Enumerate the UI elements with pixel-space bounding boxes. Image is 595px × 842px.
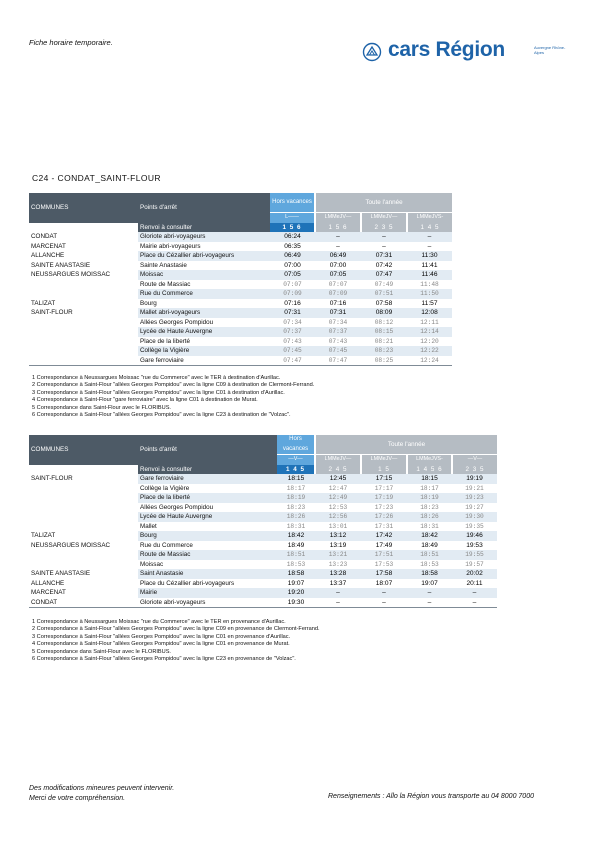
time-cell: 17:19 [361, 493, 407, 503]
commune-cell [29, 493, 138, 503]
days-cell: LMMeJVS- [407, 455, 452, 465]
renvoi-code: 1 5 6 [315, 223, 361, 233]
stop-cell: Gloriote abri-voyageurs [138, 232, 270, 242]
time-cell: 19:53 [466, 541, 483, 549]
commune-cell [29, 484, 138, 494]
time-cell: 19:19 [452, 474, 497, 484]
commune-cell [29, 560, 138, 570]
time-cell: 07:47 [270, 356, 315, 366]
time-cell: 18:49 [421, 541, 438, 549]
time-cell: 13:23 [328, 560, 348, 568]
time-cell: 18:42 [407, 531, 452, 541]
days-cell: L—— [270, 213, 315, 223]
table-row [29, 541, 497, 551]
commune-cell [29, 550, 138, 560]
time-cell: 17:58 [361, 569, 407, 579]
time-cell: – [361, 232, 407, 242]
stop-cell: Gare ferroviaire [138, 356, 270, 366]
time-cell: 19:07 [421, 579, 438, 587]
time-cell: 08:15 [361, 327, 407, 337]
days-cell: LMMeJV— [315, 213, 361, 223]
commune-cell: SAINTE ANASTASIE [29, 569, 138, 579]
stop-cell: Rue du Commerce [140, 541, 193, 549]
time-cell: 12:56 [315, 512, 361, 522]
logo-text: cars Région [388, 38, 505, 61]
brand-logo [362, 40, 572, 68]
time-cell: 19:30 [277, 598, 315, 608]
time-cell: 12:24 [407, 356, 452, 366]
time-cell: 08:12 [374, 318, 394, 326]
commune-cell: TALIZAT [31, 299, 56, 307]
time-cell: 07:31 [270, 308, 315, 318]
table-row [29, 327, 452, 337]
renvoi-label: Renvoi à consulter [138, 465, 277, 475]
commune-cell [29, 327, 138, 337]
time-cell: 11:41 [421, 261, 438, 269]
blank-cell [29, 223, 138, 233]
time-cell: 18:07 [375, 579, 393, 587]
commune-cell: SAINT-FLOUR [29, 308, 138, 318]
note-line: 6 Correspondance à Saint-Flour "allées Georges Pompidou" avec la ligne C23 à destination de "Volzac". [32, 412, 291, 419]
time-cell: 19:07 [287, 579, 305, 587]
commune-cell [29, 346, 138, 356]
time-cell: 07:49 [374, 280, 394, 288]
hors-vacances-header: Hors vacances [277, 435, 315, 455]
note-line: 2 Correspondance à Saint-Flour "allées Georges Pompidou" avec la ligne C09 en provenance de Clermont-Ferrand. [32, 626, 320, 633]
table-row [29, 550, 497, 560]
hors-vacances-header: Hors vacances [270, 193, 315, 213]
time-cell: 18:31 [286, 522, 306, 530]
commune-cell: TALIZAT [29, 531, 138, 541]
time-cell: 19:21 [465, 484, 484, 492]
days-cell: —V— [452, 455, 497, 465]
table-row [29, 280, 452, 290]
time-cell: – [315, 232, 361, 242]
time-cell: 07:05 [270, 270, 315, 280]
time-cell: 19:20 [277, 588, 315, 598]
communes-header: COMMUNES [29, 435, 138, 465]
time-cell: – [452, 598, 497, 608]
commune-cell: SAINT-FLOUR [29, 474, 138, 484]
note-line: 4 Correspondance à Saint-Flour "gare ferroviaire" avec la ligne C01 à destination de Murat. [32, 397, 258, 404]
time-cell: 18:58 [407, 569, 452, 579]
footer-disclaimer [29, 784, 174, 804]
commune-cell: CONDAT [29, 232, 138, 242]
stop-cell: Bourg [140, 299, 157, 307]
table-row [29, 299, 452, 309]
commune-cell: NEUSSARGUES MOISSAC [29, 270, 138, 280]
time-cell: 18:53 [286, 560, 306, 568]
table-row [29, 522, 497, 532]
time-cell: 07:31 [315, 308, 361, 318]
note-line: 1 Correspondance à Neussargues Moissac "rue du Commerce" avec le TER à destination d'Aurillac. [32, 375, 281, 381]
table-row [29, 598, 497, 608]
table-row [29, 579, 497, 589]
renvoi-code: 1 4 5 [277, 465, 315, 475]
stop-cell: Lycée de Haute Auvergne [138, 512, 277, 522]
days-cell: LMMeJV— [361, 213, 407, 223]
renvoi-code: 1 4 5 [407, 223, 452, 233]
time-cell: 18:15 [407, 474, 452, 484]
stop-cell: Sainte Anastasie [140, 261, 187, 269]
table-row [29, 560, 497, 570]
timetable-condat-saint-flour [29, 193, 452, 366]
time-cell: 17:15 [361, 474, 407, 484]
time-cell: 20:11 [466, 579, 483, 587]
time-cell: 17:17 [374, 484, 394, 492]
table-row [29, 503, 497, 513]
toute-annee-header: Toute l'année [315, 435, 497, 455]
time-cell: 07:43 [328, 337, 348, 345]
time-cell: 19:30 [452, 512, 497, 522]
time-cell: 18:26 [407, 512, 452, 522]
stop-cell: Gare ferroviaire [138, 474, 277, 484]
time-cell: 07:00 [284, 261, 301, 269]
time-cell: – [407, 232, 452, 242]
stop-cell: Collège la Vigière [138, 346, 270, 356]
time-cell: 07:45 [315, 346, 361, 356]
table-row [29, 251, 452, 261]
time-cell: 17:26 [361, 512, 407, 522]
time-cell: 12:14 [407, 327, 452, 337]
time-cell: 18:51 [277, 550, 315, 560]
table-row [29, 531, 497, 541]
stop-cell: Mairie [138, 588, 277, 598]
table-row [29, 512, 497, 522]
blank-cell [29, 465, 138, 475]
table-row [29, 242, 452, 252]
renvoi-code: 2 3 5 [452, 465, 497, 475]
commune-cell [29, 512, 138, 522]
time-cell: 19:27 [465, 503, 484, 511]
time-cell: – [361, 598, 407, 608]
time-cell: 18:19 [277, 493, 315, 503]
communes-header: COMMUNES [29, 193, 138, 223]
footer-line-2: Merci de votre compréhension. [29, 795, 126, 802]
note-line: 6 Correspondance à Saint-Flour "allées Georges Pompidou" avec la ligne C23 en provenance de "Volzac". [32, 656, 296, 663]
notes-outbound [32, 375, 314, 419]
time-cell: – [361, 588, 407, 598]
time-cell: 18:49 [287, 541, 305, 549]
time-cell: 07:00 [329, 261, 347, 269]
time-cell: – [315, 598, 361, 608]
time-cell: 08:23 [361, 346, 407, 356]
time-cell: 13:01 [328, 522, 348, 530]
time-cell: 07:07 [283, 280, 302, 288]
time-cell: 18:31 [420, 522, 439, 530]
time-cell: – [427, 242, 432, 250]
stop-cell: Lycée de Haute Auvergne [138, 327, 270, 337]
days-cell: —V— [277, 455, 315, 465]
time-cell: 13:37 [329, 579, 347, 587]
time-cell: 07:34 [328, 318, 348, 326]
stop-cell: Route de Massiac [138, 550, 277, 560]
time-cell: 12:20 [420, 337, 439, 345]
time-cell: 07:58 [375, 299, 393, 307]
table-row [29, 261, 452, 271]
note-line: 4 Correspondance à Saint-Flour "allées Georges Pompidou" avec la ligne C01 en provenance de Murat. [32, 641, 290, 648]
table-row [29, 289, 452, 299]
table-row [29, 337, 452, 347]
timetable-body [29, 474, 497, 608]
stop-cell: Gloriote abri-voyageurs [138, 598, 277, 608]
commune-cell [29, 337, 138, 347]
commune-cell: CONDAT [29, 598, 138, 608]
table-row [29, 474, 497, 484]
time-cell: 08:21 [374, 337, 394, 345]
time-cell: – [407, 588, 452, 598]
points-header: Points d'arrêt [138, 193, 270, 223]
time-cell: 18:51 [407, 550, 452, 560]
time-cell: – [407, 598, 452, 608]
renvoi-label: Renvoi à consulter [138, 223, 270, 233]
time-cell: 18:19 [407, 493, 452, 503]
time-cell: 07:47 [315, 356, 361, 366]
note-line: 3 Correspondance à Saint-Flour "allées Georges Pompidou" avec la ligne C01 en provenance d'Aurillac. [32, 633, 291, 640]
time-cell: 07:43 [283, 337, 302, 345]
days-cell: LMMeJV— [315, 455, 361, 465]
note-line: 2 Correspondance à Saint-Flour "allées Georges Pompidou" avec la ligne C09 à destination de Clermont-Ferrand. [32, 382, 315, 389]
time-cell: 12:49 [315, 493, 361, 503]
time-cell: 18:58 [277, 569, 315, 579]
time-cell: 07:09 [270, 289, 315, 299]
time-cell: 06:49 [270, 251, 315, 261]
route-title: C24 - CONDAT_SAINT-FLOUR [32, 173, 161, 183]
stop-cell: Mallet abri-voyageurs [138, 308, 270, 318]
renvoi-code: 1 4 5 6 [407, 465, 452, 475]
time-cell: 07:37 [315, 327, 361, 337]
table-row [29, 588, 497, 598]
stop-cell: Moissac [140, 560, 164, 568]
time-cell: 19:35 [465, 522, 484, 530]
days-cell: LMMeJV— [361, 455, 407, 465]
time-cell: 11:48 [420, 280, 439, 288]
time-cell: 18:23 [420, 503, 439, 511]
commune-cell [29, 356, 138, 366]
stop-cell: Place de la liberté [140, 337, 191, 345]
stop-cell: Route de Massiac [140, 280, 191, 288]
stop-cell: Place du Cézallier abri-voyageurs [138, 251, 270, 261]
time-cell: 18:17 [420, 484, 439, 492]
time-cell: 07:42 [375, 261, 393, 269]
region-logo-icon [362, 42, 382, 62]
time-cell: 07:47 [361, 270, 407, 280]
table-row [29, 346, 452, 356]
time-cell: 07:16 [284, 299, 301, 307]
time-cell: 06:49 [315, 251, 361, 261]
time-cell: 18:26 [277, 512, 315, 522]
time-cell: 18:23 [286, 503, 306, 511]
stop-cell: Moissac [138, 270, 270, 280]
time-cell: 07:31 [361, 251, 407, 261]
logo-subtitle: Auvergne Rhône-Alpes [534, 45, 566, 55]
table-row [29, 356, 452, 366]
time-cell: 07:07 [328, 280, 348, 288]
time-cell: 11:46 [407, 270, 452, 280]
time-cell: 13:21 [315, 550, 361, 560]
time-cell: 19:57 [465, 560, 484, 568]
timetable-body [29, 232, 452, 366]
stop-cell: Mairie abri-voyageurs [140, 242, 201, 250]
time-cell: 07:34 [283, 318, 302, 326]
time-cell: 13:19 [329, 541, 347, 549]
time-cell: 19:46 [452, 531, 497, 541]
stop-cell: Collège la Vigière [140, 484, 190, 492]
days-cell: LMMeJVS- [407, 213, 452, 223]
time-cell: 18:53 [420, 560, 439, 568]
table-row [29, 270, 452, 280]
time-cell: 12:45 [315, 474, 361, 484]
renvoi-code: 2 4 5 [315, 465, 361, 475]
table-row [29, 232, 452, 242]
table-row [29, 569, 497, 579]
time-cell: 12:11 [420, 318, 439, 326]
time-cell: 17:49 [375, 541, 393, 549]
notes-return [32, 619, 320, 663]
time-cell: 18:15 [277, 474, 315, 484]
stop-cell: Mallet [140, 522, 157, 530]
commune-cell [29, 522, 138, 532]
stop-cell: Allées Georges Pompidou [140, 503, 214, 511]
time-cell: 07:16 [329, 299, 347, 307]
time-cell: 12:08 [407, 308, 452, 318]
table-row [29, 318, 452, 328]
time-cell: 12:22 [407, 346, 452, 356]
stop-cell: Place du Cézallier abri-voyageurs [140, 579, 235, 587]
time-cell: 06:35 [284, 242, 301, 250]
points-header: Points d'arrêt [138, 435, 277, 465]
time-cell: – [336, 242, 340, 250]
time-cell: – [452, 588, 497, 598]
time-cell: 17:53 [374, 560, 394, 568]
time-cell: 08:25 [361, 356, 407, 366]
time-cell: – [382, 242, 386, 250]
time-cell: 17:31 [374, 522, 394, 530]
table-row [29, 308, 452, 318]
table-row [29, 493, 497, 503]
time-cell: – [315, 588, 361, 598]
time-cell: 11:30 [407, 251, 452, 261]
time-cell: 07:05 [315, 270, 361, 280]
time-cell: 07:37 [270, 327, 315, 337]
footer-line-1: Des modifications mineures peuvent intervenir. [29, 785, 175, 792]
renvoi-code: 1 5 6 [270, 223, 315, 233]
commune-cell [29, 289, 138, 299]
commune-cell: ALLANCHE [29, 251, 138, 261]
note-line: 5 Correspondance dans Saint-Flour avec le FLORIBUS. [32, 404, 171, 411]
time-cell: 11:50 [407, 289, 452, 299]
time-cell: 18:17 [286, 484, 306, 492]
time-cell: 17:42 [361, 531, 407, 541]
renvoi-code: 1 5 [361, 465, 407, 475]
commune-cell: MARCENAT [31, 242, 66, 250]
time-cell: 13:12 [315, 531, 361, 541]
time-cell: 17:51 [361, 550, 407, 560]
renvoi-code: 2 3 5 [361, 223, 407, 233]
time-cell: 07:51 [361, 289, 407, 299]
commune-cell: SAINTE ANASTASIE [31, 261, 91, 269]
stop-cell: Saint Anastasie [138, 569, 277, 579]
time-cell: 19:55 [452, 550, 497, 560]
note-line: 5 Correspondance dans Saint-Flour avec le FLORIBUS. [32, 648, 171, 655]
time-cell: 12:47 [328, 484, 348, 492]
time-cell: 18:42 [277, 531, 315, 541]
table-row [29, 484, 497, 494]
commune-cell: MARCENAT [29, 588, 138, 598]
time-cell: 07:45 [270, 346, 315, 356]
header-note: Fiche horaire temporaire. [29, 38, 113, 47]
time-cell: 20:02 [452, 569, 497, 579]
commune-cell [29, 280, 138, 290]
time-cell: 11:57 [421, 299, 438, 307]
stop-cell: Allées Georges Pompidou [140, 318, 214, 326]
footer-info: Renseignements : Allo la Région vous transporte au 04 8000 7000 [328, 793, 534, 800]
note-line: 3 Correspondance à Saint-Flour "allées Georges Pompidou" avec la ligne C01 à destination d'Aurillac. [32, 389, 285, 396]
time-cell: 17:23 [374, 503, 394, 511]
commune-cell: NEUSSARGUES MOISSAC [31, 541, 111, 549]
stop-cell: Bourg [138, 531, 277, 541]
time-cell: 19:23 [452, 493, 497, 503]
stop-cell: Place de la liberté [138, 493, 277, 503]
commune-cell [29, 503, 138, 513]
commune-cell: ALLANCHE [31, 579, 65, 587]
time-cell: 13:28 [315, 569, 361, 579]
stop-cell: Rue du Commerce [138, 289, 270, 299]
note-line: 1 Correspondance à Neussargues Moissac "rue du Commerce" avec le TER en provenance d'Aurillac. [32, 619, 286, 625]
time-cell: 06:24 [270, 232, 315, 242]
time-cell: 07:09 [315, 289, 361, 299]
timetable-saint-flour-condat [29, 435, 497, 608]
time-cell: 12:53 [328, 503, 348, 511]
time-cell: 08:09 [361, 308, 407, 318]
toute-annee-header: Toute l'année [315, 193, 452, 213]
commune-cell [29, 318, 138, 328]
